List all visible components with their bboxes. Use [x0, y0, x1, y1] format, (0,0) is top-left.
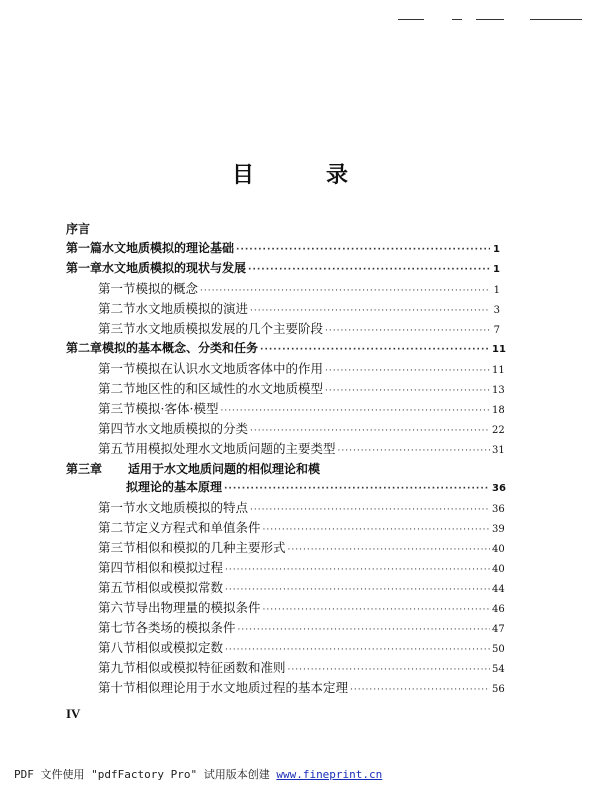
toc-section-row[interactable]: [98, 279, 500, 298]
toc-title: 水文地质模拟的特点: [135, 500, 249, 515]
toc-page-number: 1: [493, 264, 500, 275]
toc-page-number: 22: [492, 425, 505, 436]
toc-label: 第一节: [98, 361, 136, 376]
toc-section-row[interactable]: [98, 518, 505, 537]
pdf-footer: [14, 766, 382, 782]
toc-page-number: 40: [492, 564, 505, 575]
toc-section-row[interactable]: [98, 658, 505, 677]
toc-page-number: 36: [492, 483, 506, 494]
page-number: IV: [66, 706, 81, 721]
toc-label: 第五节: [98, 441, 136, 456]
toc-title: 用模拟处理水文地质问题的主要类型: [135, 441, 336, 456]
toc-page-number: 54: [492, 664, 505, 675]
footer-link[interactable]: www.fineprint.cn: [276, 768, 383, 781]
toc-label: 第七节: [98, 620, 136, 635]
toc-title: 相似或模拟特征函数和准则: [135, 660, 286, 675]
toc-title: 适用于水文地质问题的相似理论和模: [128, 462, 321, 476]
toc-page-number: 44: [492, 584, 505, 595]
toc-label: 第八节: [98, 640, 136, 655]
toc-title: 相似和模拟的几种主要形式: [135, 540, 286, 555]
title-char-left: 目: [232, 163, 255, 188]
toc-leader-dots: [236, 241, 490, 260]
toc-section-row[interactable]: [98, 678, 505, 697]
toc-leader-dots: [248, 261, 490, 280]
toc-title: 地区性的和区域性的水文地质模型: [135, 381, 324, 396]
toc-page-number: 1: [493, 244, 500, 255]
toc-title: 各类场的模拟条件: [135, 620, 236, 635]
toc-heading-row[interactable]: [66, 259, 500, 278]
toc-label: 第一节: [98, 281, 136, 296]
preface-heading: 序言: [66, 222, 91, 236]
toc-section-row[interactable]: [98, 558, 505, 577]
toc-section-row[interactable]: [98, 498, 505, 517]
footer-text: PDF 文件使用 "pdfFactory Pro" 试用版本创建: [14, 768, 277, 781]
toc-title: 模拟的概念: [135, 281, 199, 296]
toc-page-number: 39: [492, 524, 505, 535]
toc-leader-dots: [338, 442, 490, 461]
toc-label: 第三章: [66, 462, 103, 476]
toc-section-row[interactable]: [98, 359, 505, 378]
toc-label: 第三节: [98, 540, 136, 555]
toc-label: 第一篇: [66, 241, 103, 255]
toc-section-row[interactable]: [98, 419, 505, 438]
toc-label: 第一节: [98, 500, 136, 515]
toc-label: 第二章: [66, 341, 103, 355]
toc-label: 第六节: [98, 600, 136, 615]
toc-page-number: 11: [492, 365, 505, 376]
toc-section-row[interactable]: [98, 319, 500, 338]
toc-title: 水文地质模拟发展的几个主要阶段: [135, 321, 324, 336]
toc-title: 拟理论的基本原理: [126, 480, 223, 494]
toc-section-row[interactable]: [98, 578, 505, 597]
toc-label: 第十节: [98, 680, 136, 695]
toc-title: 相似理论用于水文地质过程的基本定理: [135, 680, 349, 695]
toc-heading-row[interactable]: [126, 478, 506, 497]
title-char-right: 录: [326, 163, 349, 188]
toc-page-number: 31: [492, 445, 505, 456]
toc-page-number: 11: [492, 344, 506, 355]
toc-title: 模拟的基本概念、分类和任务: [102, 341, 259, 355]
toc-page-number: 7: [493, 325, 500, 336]
toc-heading-row[interactable]: [66, 239, 500, 258]
toc-label: 第三节: [98, 401, 136, 416]
toc-section-row[interactable]: [98, 538, 505, 557]
toc-title: 相似和模拟过程: [135, 560, 224, 575]
toc-label: 第二节: [98, 381, 136, 396]
toc-title: 水文地质模拟的分类: [135, 421, 249, 436]
toc-title: 定义方程式和单值条件: [135, 520, 261, 535]
toc-title: 相似或模拟定数: [135, 640, 224, 655]
toc-page-number: 56: [492, 684, 505, 695]
toc-section-row[interactable]: [98, 618, 505, 637]
toc-title: 模拟在认识水文地质客体中的作用: [135, 361, 324, 376]
toc-label: 第四节: [98, 560, 136, 575]
toc-label: 第一章: [66, 261, 103, 275]
toc-title: 水文地质模拟的演进: [135, 301, 249, 316]
toc-page-number: 3: [493, 305, 500, 316]
toc-page-number: 40: [492, 544, 505, 555]
toc-label: 第四节: [98, 421, 136, 436]
toc-heading-row[interactable]: [66, 460, 320, 479]
toc-section-row[interactable]: [98, 379, 505, 398]
toc-heading-row[interactable]: [66, 339, 506, 358]
toc-title: 水文地质模拟的理论基础: [102, 241, 235, 255]
toc-label: 第三节: [98, 321, 136, 336]
toc-title: 相似或模拟常数: [135, 580, 224, 595]
toc-label: 第二节: [98, 520, 136, 535]
toc-section-row[interactable]: [98, 399, 505, 418]
toc-page-number: 50: [492, 644, 505, 655]
toc-page-number: 47: [492, 624, 505, 635]
toc-section-row[interactable]: [98, 439, 505, 458]
toc-page-number: 13: [492, 385, 505, 396]
toc-page-number: 18: [492, 405, 505, 416]
toc-label: 第九节: [98, 660, 136, 675]
toc-title: 导出物理量的模拟条件: [135, 600, 261, 615]
toc-leader-dots: [224, 480, 490, 499]
toc-title: 水文地质模拟的现状与发展: [102, 261, 247, 275]
toc-page-number: 1: [493, 285, 500, 296]
toc-leader-dots: [260, 341, 490, 360]
toc-section-row[interactable]: [98, 598, 505, 617]
toc-section-row[interactable]: [98, 638, 505, 657]
toc-leader-dots: [350, 681, 490, 700]
toc-label: 第二节: [98, 301, 136, 316]
toc-page-number: 36: [492, 504, 505, 515]
toc-page-number: 46: [492, 604, 505, 615]
toc-title: 模拟·客体·模型: [135, 401, 219, 416]
toc-section-row[interactable]: [98, 299, 500, 318]
toc-label: 第五节: [98, 580, 136, 595]
